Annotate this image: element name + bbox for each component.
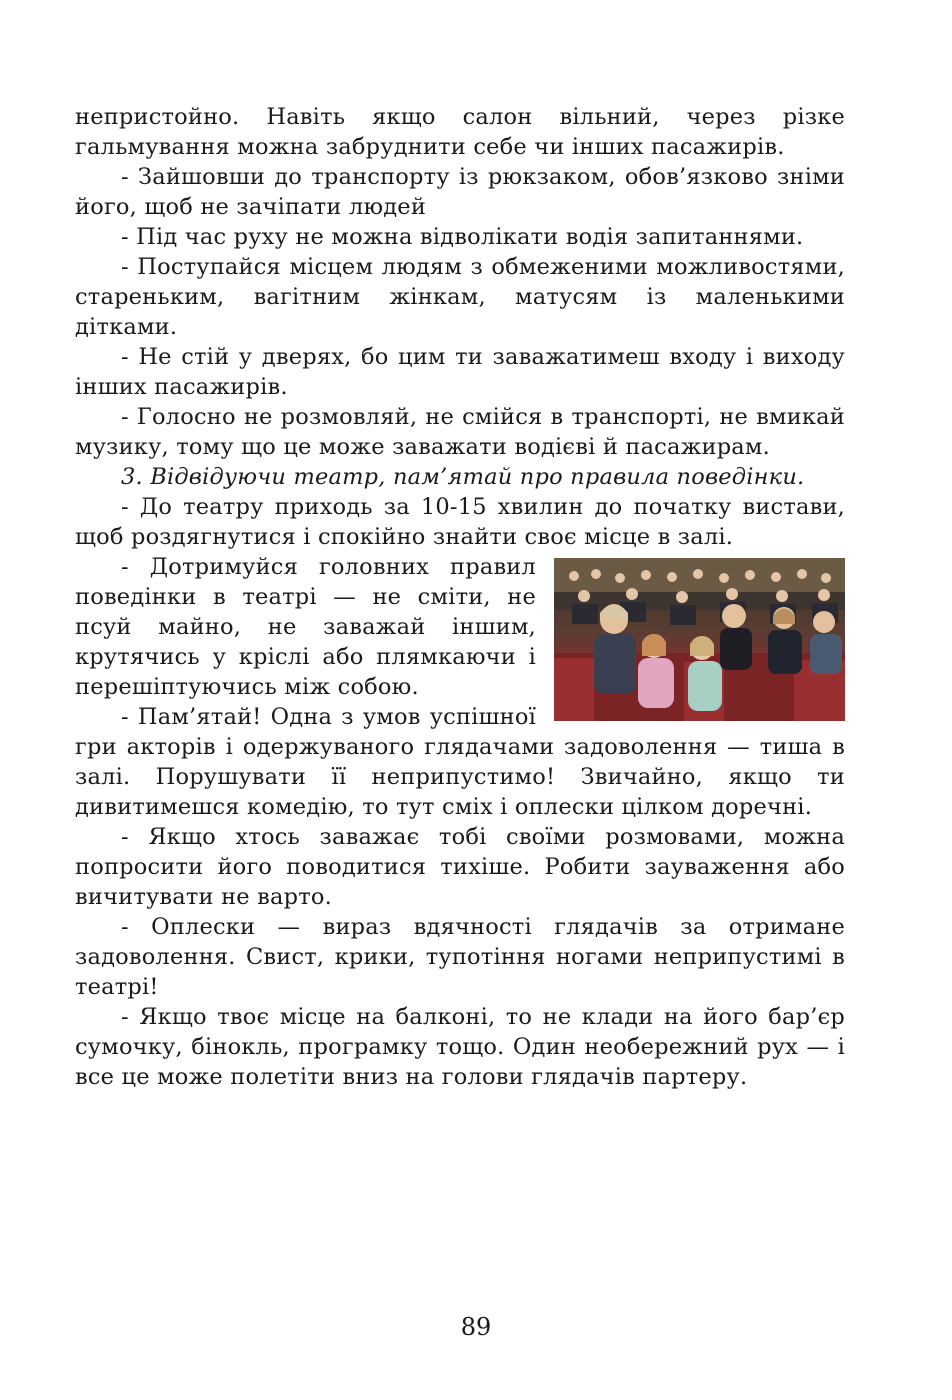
rule-driver: - Під час руху не можна відволікати водія запитаннями. [121, 224, 804, 250]
rule-doors: - Не стій у дверях, бо цим ти заважатимеш входу і виходу інших пасажирів. [75, 344, 845, 400]
page-body [75, 102, 845, 1092]
rule-balcony: - Якщо твоє місце на балконі, то не клади на його бар’єр сумочку, бінокль, програмку тощо. Один необережний рух — і все це може полетіти вниз на голови глядачів партеру. [75, 1004, 845, 1090]
rule-arrive-early: - До театру приходь за 10-15 хвилин до початку вистави, щоб роздягнутися і спокійно знайти своє місце в залі. [75, 494, 845, 550]
rule-applause: - Оплески — вираз вдячності глядачів за отримане задоволення. Свист, крики, тупотіння ногами неприпустимі в театрі! [75, 914, 845, 1000]
theatre-audience-photo [554, 558, 845, 721]
rule-behaviour: - Дотримуйся головних правил поведінки в театрі — не сміти, не псуй майно, не заважай іншим, крутячись у кріслі або плямкаючи і перешіптуючись між собою. [75, 554, 536, 700]
page-number: 89 [460, 1313, 492, 1341]
rule-talking-neighbours: - Якщо хтось заважає тобі своїми розмовами, можна попросити його поводитися тихіше. Робити зауваження або вичитувати не варто. [75, 824, 845, 910]
paragraph-continuation: непристойно. Навіть якщо салон вільний, через різке гальмування можна забруднити себе чи інших пасажирів. [75, 104, 845, 160]
rule-backpack: - Зайшовши до транспорту із рюкзаком, обов’язково зніми його, щоб не зачіпати людей [75, 164, 845, 220]
section-heading-theatre: 3. Відвідуючи театр, пам’ятай про правила поведінки. [121, 464, 805, 490]
rule-noise: - Голосно не розмовляй, не смійся в транспорті, не вмикай музику, тому що це може заважати водієві й пасажирам. [75, 404, 845, 460]
audience-illustration [554, 558, 845, 721]
rule-silence: - Пам’ятай! Одна з умов успішної гри акторів і одержуваного глядачами задоволення — тиша в залі. Порушувати її неприпустимо! Звичайно, якщо ти дивитимешся комедію, то тут сміх і оплески цілком доречні. [75, 704, 845, 820]
rule-give-seat: - Поступайся місцем людям з обмеженими можливостями, стареньким, вагітним жінкам, матусям із маленькими дітками. [75, 254, 845, 340]
